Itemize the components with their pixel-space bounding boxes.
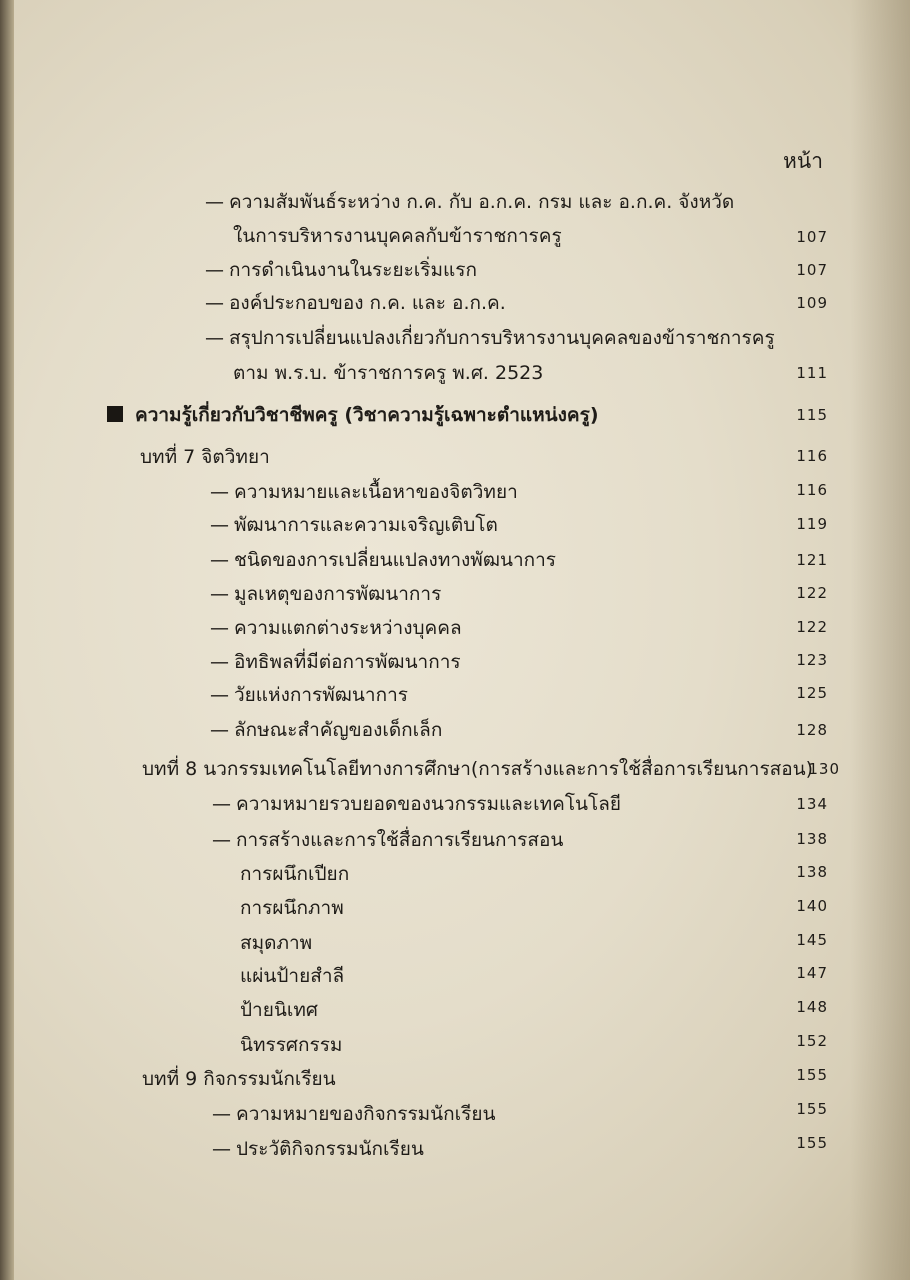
- toc-page-number: 107: [796, 228, 828, 246]
- toc-entry-text: นิทรรศกรรม: [240, 1034, 343, 1056]
- toc-section-heading: [107, 403, 599, 427]
- toc-page-number: 122: [796, 584, 828, 602]
- toc-page-number: 138: [796, 863, 828, 881]
- toc-page-number: 145: [796, 931, 828, 949]
- toc-entry-text: ชนิดของการเปลี่ยนแปลงทางพัฒนาการ: [234, 549, 557, 571]
- toc-chapter: [142, 757, 813, 781]
- toc-entry: [212, 1102, 496, 1126]
- toc-entry: [212, 828, 563, 852]
- toc-page-number: 130: [808, 760, 840, 778]
- toc-page-number: 119: [796, 515, 828, 533]
- toc-page-number: 128: [796, 721, 828, 739]
- toc-entry-text: การสร้างและการใช้สื่อการเรียนการสอน: [236, 829, 564, 851]
- toc-page-number: 155: [796, 1100, 828, 1118]
- toc-entry: [210, 582, 441, 606]
- toc-page-number: 116: [796, 481, 828, 499]
- page-column-heading: หน้า: [783, 149, 823, 173]
- toc-entry-text: บทที่ 9 กิจกรรมนักเรียน: [142, 1068, 336, 1090]
- toc-entry-text: สมุดภาพ: [240, 932, 313, 954]
- toc-page-number: 138: [796, 830, 828, 848]
- toc-entry: [205, 258, 477, 282]
- dash-marker: —: [212, 1138, 231, 1160]
- dash-marker: —: [210, 651, 229, 673]
- dash-marker: —: [212, 829, 231, 851]
- toc-entry-text: ตาม พ.ร.บ. ข้าราชการครู พ.ศ. 2523: [233, 362, 544, 384]
- dash-marker: —: [210, 684, 229, 706]
- dash-marker: —: [210, 481, 229, 503]
- toc-subentry: [240, 1033, 342, 1057]
- toc-subentry: [240, 862, 349, 886]
- dash-marker: —: [205, 327, 224, 349]
- dash-marker: —: [212, 793, 231, 815]
- toc-page-number: 111: [796, 364, 828, 382]
- toc-entry-text: ความหมายและเนื้อหาของจิตวิทยา: [234, 481, 518, 503]
- dash-marker: —: [210, 583, 229, 605]
- toc-subentry: [240, 931, 312, 955]
- toc-entry-text: ความแตกต่างระหว่างบุคคล: [234, 617, 462, 639]
- toc-page-number: 115: [796, 406, 828, 424]
- toc-entry: [212, 1137, 424, 1161]
- toc-entry-text: บทที่ 8 นวกรรมเทคโนโลยีทางการศึกษา(การสร้างและการใช้สื่อการเรียนการสอน): [142, 758, 814, 780]
- dash-marker: —: [210, 549, 229, 571]
- toc-entry-text: ประวัติกิจกรรมนักเรียน: [236, 1138, 424, 1160]
- toc-entry-text: การผนึกเปียก: [240, 863, 350, 885]
- toc-page-number: 134: [796, 795, 828, 813]
- toc-page-number: 140: [796, 897, 828, 915]
- toc-page-number: 148: [796, 998, 828, 1016]
- toc-chapter: [140, 445, 270, 469]
- toc-entry-text: ความหมายของกิจกรรมนักเรียน: [236, 1103, 496, 1125]
- toc-chapter: [142, 1067, 336, 1091]
- toc-entry-text: สรุปการเปลี่ยนแปลงเกี่ยวกับการบริหารงานบุคคลของข้าราชการครู: [229, 327, 775, 349]
- toc-page-number: 155: [796, 1134, 828, 1152]
- dash-marker: —: [205, 292, 224, 314]
- toc-entry-text: การดำเนินงานในระยะเริ่มแรก: [229, 259, 477, 281]
- toc-entry: [210, 513, 498, 537]
- toc-entry: [233, 361, 543, 385]
- toc-entry: [210, 616, 462, 640]
- dash-marker: —: [210, 719, 229, 741]
- toc-entry: [210, 683, 408, 707]
- toc-entry-text: แผ่นป้ายสำลี: [240, 965, 345, 987]
- toc-entry-text: องค์ประกอบของ ก.ค. และ อ.ก.ค.: [229, 292, 506, 314]
- toc-entry-text: ความสัมพันธ์ระหว่าง ก.ค. กับ อ.ก.ค. กรม และ อ.ก.ค. จังหวัด: [229, 191, 735, 213]
- dash-marker: —: [210, 617, 229, 639]
- dash-marker: —: [205, 191, 224, 213]
- toc-entry: [210, 718, 442, 742]
- dash-marker: —: [212, 1103, 231, 1125]
- toc-entry-text: วัยแห่งการพัฒนาการ: [234, 684, 408, 706]
- toc-entry: [210, 480, 518, 504]
- toc-entry-text: มูลเหตุของการพัฒนาการ: [234, 583, 442, 605]
- toc-entry-text: ความรู้เกี่ยวกับวิชาชีพครู (วิชาความรู้เฉพาะตำแหน่งครู): [135, 404, 599, 426]
- toc-entry-text: บทที่ 7 จิตวิทยา: [140, 446, 270, 468]
- toc-page-number: 125: [796, 684, 828, 702]
- toc-page-number: 123: [796, 651, 828, 669]
- toc-entry-text: ความหมายรวบยอดของนวกรรมและเทคโนโลยี: [236, 793, 622, 815]
- toc-page-number: 152: [796, 1032, 828, 1050]
- toc-entry-text: พัฒนาการและความเจริญเติบโต: [234, 514, 498, 536]
- toc-entry-text: การผนึกภาพ: [240, 897, 344, 919]
- toc-entry: [210, 548, 556, 572]
- toc-page-number: 116: [796, 447, 828, 465]
- toc-entry: [205, 291, 506, 315]
- toc-entry: [205, 326, 775, 350]
- toc-subentry: [240, 998, 318, 1022]
- toc-page-number: 109: [796, 294, 828, 312]
- dash-marker: —: [205, 259, 224, 281]
- toc-entry: [233, 224, 562, 248]
- toc-entry-text: ป้ายนิเทศ: [240, 999, 318, 1021]
- toc-page-number: 107: [796, 261, 828, 279]
- toc-page-number: 147: [796, 964, 828, 982]
- toc-entry-text: อิทธิพลที่มีต่อการพัฒนาการ: [234, 651, 461, 673]
- toc-entry: [212, 792, 621, 816]
- toc-page-number: 122: [796, 618, 828, 636]
- square-bullet-icon: [107, 406, 123, 422]
- dash-marker: —: [210, 514, 229, 536]
- toc-subentry: [240, 896, 344, 920]
- toc-page-number: 155: [796, 1066, 828, 1084]
- toc-subentry: [240, 964, 344, 988]
- toc-entry-text: ลักษณะสำคัญของเด็กเล็ก: [234, 719, 443, 741]
- toc-page-number: 121: [796, 551, 828, 569]
- toc-entry: [210, 650, 461, 674]
- toc-entry-text: ในการบริหารงานบุคคลกับข้าราชการครู: [233, 225, 562, 247]
- toc-entry: [205, 190, 734, 214]
